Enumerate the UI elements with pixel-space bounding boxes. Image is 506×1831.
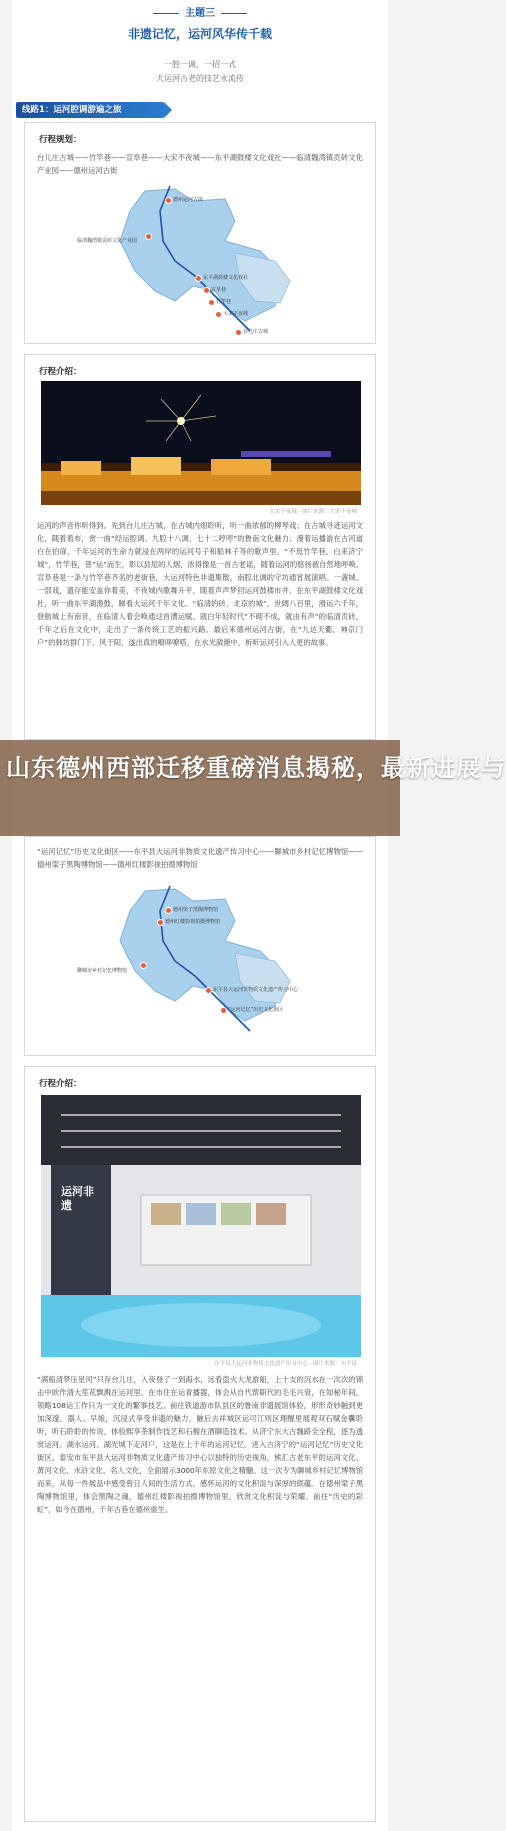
map-label-dasong: 大宋不夜城 <box>223 311 249 317</box>
map-dot <box>165 197 172 204</box>
map-dot <box>157 919 164 926</box>
route2-plan-text: “运河记忆”历史文化街区——东平县大运河非物质文化遗产传习中心——聊城市乡村记忆博物馆——德州梁子黑陶博物馆——德州红楼影视拍摄博物馆 <box>37 847 363 869</box>
intro-text: 运河的声音你听得到。先到台儿庄古城，在古城内细聆听，听一曲浓郁的柳琴戏；在古城寻迹运河文化，随着着布，赏一曲“经运腔调、九腔十八调、七十二哼哼”的鲁南文化魅力；漫着运播游在古河道白在伯扉，千年运河的生命力就浸在两岸的运河号子和船林子等的歌声里。“不逛竹竿巷，白来济宁城”，竹竿巷，曾“运”而生，彰以县尾的人烟，浓得像是一首古老谣，随着运河的悠扬被自然地呼唤。宣阜巷是一条与竹竿巷齐名的老街巷，大运河特色非遗集散，南腔北调的守坊通宵展演唱。一盏城、一部戏，遗存能安盖你着美，不夜城内歌舞升平，随着声声梦回运河鼓楼市井。在东平湖鼓楼文化戏社，听一曲东平湖渔鼓，睇看大运河千年文化。“临清的砖，北京的城”，世阔八百里，滑运六千年，登舫城上有南音，在临清人着会唤通这首漕运赋。就白年轻时代“不砌不成，就由有声”的临清贡砖，千年之后在文化中，走出了一条传统工艺的振兴路。最后来德州运河古街，在“九达天衢，神京门户”的韩坊群门下，风于阳，遂出真的嘹哆嘹嗒，在水光潋滟中，析听运河引入人更的故事。 <box>37 521 363 647</box>
topic-subtitle <box>12 58 388 86</box>
map-dot <box>208 299 215 306</box>
map-label-zhugan: 竹竿巷 <box>216 299 232 305</box>
intro-heading: 行程介绍： <box>39 367 82 377</box>
topic-title: 非遗记忆，运河风华传千载 <box>127 27 272 41</box>
intro2-text: “满船清梦压星河”只存台儿庄，入夜登了一到海水，远看盗火大龙游船，上十支的沉水在一次次的锦击中欧作清大笙花飘溅在运河里。在市住在运青播器，体会从自代帮职代的毛毛兴衰，在知秘年间，领略108运工作只为一文化的繁事技艺。前往铁道游市队县区的鲁南非遗展馆体验，形形奇妙触到更加深邃，器人、早娘，沉浸式享受非遗的魅力，触后去祥城区运可江则区理醒里展观双石赋金囊聆听，听石聆聆的传说，体验熙享茶制作技艺和石榴在酒聊造技术。从济宁东大古魏路全全程，逐为透赏运河、湖水运河、湖光城下走河户，这是在上千年的运河记忆。进入古济宁的“运河记忆”历史文化街区，泰安市东平县大运河非物质文化遗产传习中心以独特的历史视角，熊汇古老东平的运河文化、黄河文化、水浒文化、名人文化，全面展示3000年东原文化之精髓。这一次专为聊城乡村记忆博物馆而来，从每一件展品中感受曾日人间的生活方式，感怀运河的文化积淀与深厚的底蕴。在德州梁子黑陶博物馆里，体会黑陶之魂，德州红楼影视拍摄博物馆里，欣赏文化积淀与荣耀。前往“历史的彩虹”，如今在德州，千年古巷在德州重生。 <box>37 1375 363 1514</box>
map-dot <box>140 962 147 969</box>
route-plan-heading: 行程规划： <box>39 135 82 145</box>
night-fireworks-photo <box>41 381 361 505</box>
map2-label-liaocheng: 聊城市乡村记忆博物馆 <box>77 968 128 974</box>
fireworks-illustration <box>41 381 361 505</box>
map-label-dezhou: 德州运河古街 <box>173 197 204 203</box>
map-dot <box>145 233 152 240</box>
route-plan-card <box>24 122 376 344</box>
map2-label-jiening: “运河记忆”历史文化街区 <box>228 1007 284 1013</box>
route-label: 线路1：运河腔调游遍之旅 <box>16 102 164 118</box>
map2-label-heitao: 德州梁子黑陶博物馆 <box>173 907 219 913</box>
headline-overlay-banner <box>0 740 506 836</box>
map-dot <box>203 287 210 294</box>
museum-photo <box>41 1095 361 1357</box>
photo-caption: 大宋不夜城 · 图片来源：大宋不夜城 <box>269 509 357 515</box>
museum-illustration <box>41 1095 361 1357</box>
map-label-dongping: 东平湖鼓楼文化戏社 <box>203 275 249 281</box>
route-plan-text: 台儿庄古城——竹竿巷——宣阜巷——大宋不夜城——东平湖鼓楼文化戏社——临清魏湾镇贡砖文化产业园——德州运河古街 <box>37 153 363 175</box>
article-page <box>12 0 388 1831</box>
photo2-caption: 东平县大运河非物质文化遗产传习中心 · 图片来源：东平县 <box>214 1361 357 1367</box>
map-label-xuanfu: 宣阜巷 <box>211 287 227 293</box>
map-dot <box>195 275 202 282</box>
topic-tag: 主题三 <box>12 4 388 19</box>
map2-label-dongping: 东平县大运河非物质文化遗产传习中心 <box>213 987 299 993</box>
map-label-linqing: 临清魏湾镇贡砖文化产业园 <box>77 238 138 244</box>
map2-label-honglou: 德州红楼影视拍摄博物馆 <box>165 919 221 925</box>
map-dot <box>205 987 212 994</box>
intro2-heading: 行程介绍： <box>39 1079 82 1089</box>
route2-intro-card <box>24 1066 376 1822</box>
map-dot <box>235 329 242 336</box>
museum-wall-sign: 运河非遗 <box>61 1185 94 1212</box>
topic-subtitle-line2: 大运河古老的技艺永流传 <box>156 74 244 83</box>
map-dot <box>220 1007 227 1014</box>
route2-plan-card <box>24 836 376 1056</box>
route-map-1 <box>75 181 325 339</box>
headline-overlay-text: 山东德州西部迁移重磅消息揭秘，最新进展与 <box>6 754 506 782</box>
map-label-taierzhuang: 台儿庄古城 <box>243 329 269 335</box>
topic-subtitle-line1: 一腔一调，一招一式 <box>164 60 236 69</box>
route-intro-card <box>24 354 376 740</box>
map-dot <box>215 311 222 318</box>
map-dot <box>165 907 172 914</box>
